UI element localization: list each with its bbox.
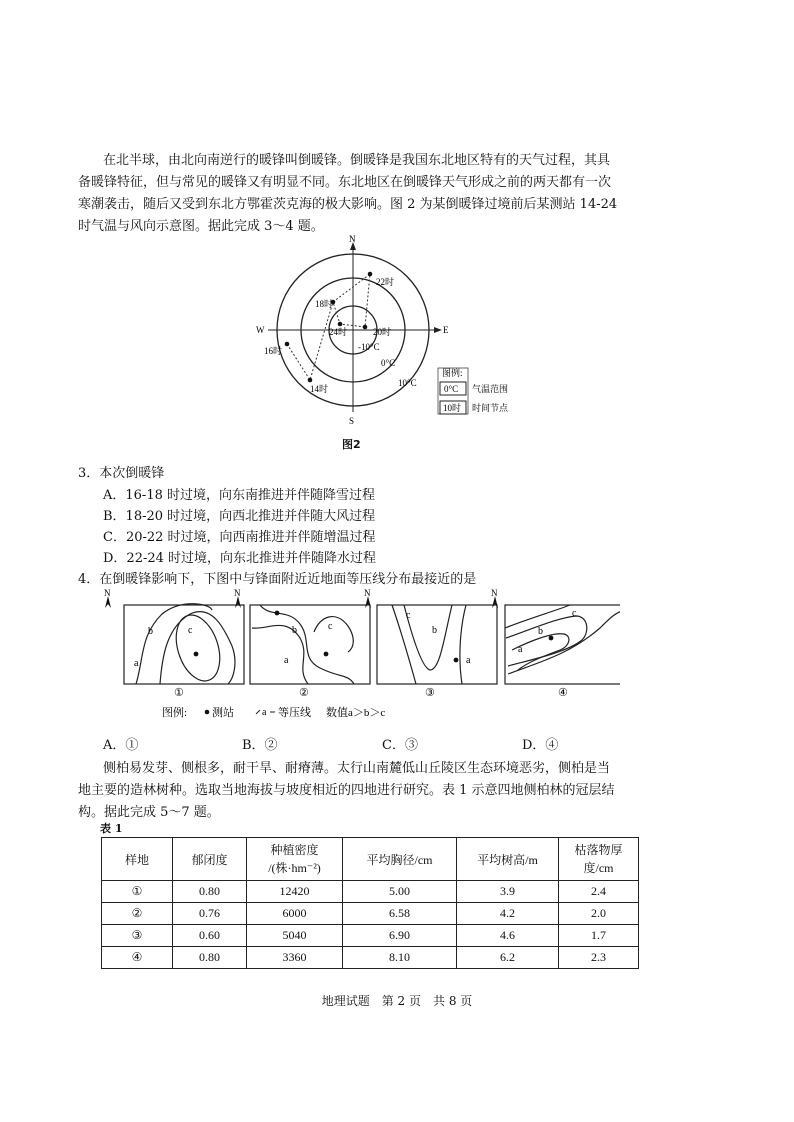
figure-2-wind-temperature-diagram	[240, 232, 540, 432]
dir-w: W	[256, 325, 265, 335]
table-cell: 2.0	[559, 903, 639, 925]
q4-option-d: D．④	[522, 738, 559, 753]
table-header-row	[102, 838, 639, 881]
label-16: 16时	[264, 346, 283, 356]
legend-box1: 0°C	[444, 384, 459, 394]
panel-1-number: ①	[174, 687, 184, 699]
header-cell: 种植密度 /(株·hm⁻²)	[247, 838, 343, 881]
panel-3-c: c	[406, 610, 411, 621]
label-minus10: -10°C	[358, 342, 380, 352]
table-cell: 5040	[247, 925, 343, 947]
q3-option-a: A．16-18 时过境，向东南推进并伴随降雪过程	[103, 488, 375, 503]
table-cell: 0.60	[173, 925, 247, 947]
header-cell: 平均胸径/cm	[343, 838, 457, 881]
table-cell: ④	[102, 947, 173, 969]
dir-e: E	[443, 325, 449, 335]
q3-option-c: C．20-22 时过境，向西南推进并伴随增温过程	[103, 530, 376, 545]
table-cell: 1.7	[559, 925, 639, 947]
table-cell: 8.10	[343, 947, 457, 969]
panel-2-north: N	[234, 588, 241, 598]
label-24: 24时	[329, 327, 348, 337]
panel-4-b: b	[538, 626, 543, 637]
table-row	[102, 903, 639, 925]
q4-legend-isobar: 等压线	[278, 707, 311, 718]
table-cell: 2.3	[559, 947, 639, 969]
panel-3-north: N	[364, 588, 371, 598]
panel-2	[234, 588, 370, 699]
q4-option-c: C．③	[382, 738, 418, 753]
panel-4-c: c	[572, 608, 577, 619]
table-row	[102, 925, 639, 947]
legend-title: 图例:	[442, 368, 463, 378]
point-24	[338, 322, 343, 327]
table-cell: 2.4	[559, 881, 639, 903]
intro-line-4: 时气温与风向示意图。据此完成 3～4 题。	[78, 219, 324, 234]
panel-2-b: b	[292, 625, 297, 636]
label-zero: 0°C	[381, 358, 396, 368]
table-cell: 12420	[247, 881, 343, 903]
east-arrow	[434, 327, 442, 333]
panel-2-number: ②	[299, 687, 309, 699]
table-cell: 0.80	[173, 881, 247, 903]
table-cell: 0.76	[173, 903, 247, 925]
panel-1-c: c	[188, 625, 193, 636]
table-cell: 4.6	[457, 925, 559, 947]
panel-4	[491, 588, 620, 699]
panel-1-a: a	[134, 658, 139, 669]
q3-option-b: B．18-20 时过境，向西北推进并伴随大风过程	[103, 509, 376, 524]
q4-legend-prefix: 图例:	[162, 707, 188, 718]
table-row	[102, 881, 639, 903]
panel-4-a: a	[518, 644, 523, 655]
table-cell: 6.90	[343, 925, 457, 947]
passage2-line-2: 地主要的造林树种。选取当地海拔与坡度相近的四地进行研究。表 1 示意四地侧柏林的冠层结	[78, 783, 615, 798]
table-cell: 3360	[247, 947, 343, 969]
panel-1-north: N	[104, 588, 111, 598]
header-cell: 郁闭度	[173, 838, 247, 881]
table-cell: ③	[102, 925, 173, 947]
panel-3-a: a	[466, 655, 471, 666]
legend-box2: 10时	[443, 403, 462, 413]
figure-2-caption: 图2	[342, 438, 361, 451]
legend-label2: 时间节点	[472, 403, 509, 413]
dir-s: S	[349, 416, 355, 426]
intro-line-2: 备暖锋特征，但与常见的暖锋又有明显不同。东北地区在倒暖锋天气形成之前的两天都有一次	[78, 175, 612, 190]
panel-2-c: c	[328, 621, 333, 632]
table-cell: 3.9	[457, 881, 559, 903]
panel-2-a: a	[284, 655, 289, 666]
table-cell: 4.2	[457, 903, 559, 925]
table-1	[101, 837, 639, 969]
table-cell: ①	[102, 881, 173, 903]
page-footer: 地理试题 第 2 页 共 8 页	[321, 994, 473, 1008]
label-20: 20时	[373, 327, 392, 337]
table-cell: 0.80	[173, 947, 247, 969]
panel-4-number: ④	[558, 687, 568, 699]
table-cell: 6.58	[343, 903, 457, 925]
panel-1	[104, 588, 244, 699]
fig2-legend	[438, 367, 509, 414]
table-cell: 5.00	[343, 881, 457, 903]
passage2-line-1: 侧柏易发芽、侧根多，耐干旱、耐瘠薄。太行山南麓低山丘陵区生态环境恶劣，侧柏是当	[103, 761, 611, 776]
panel-3	[364, 588, 497, 699]
panel-3-number: ③	[425, 687, 435, 699]
q4-legend-station: 测站	[212, 707, 234, 718]
q4-option-b: B．②	[242, 738, 278, 753]
table-row	[102, 947, 639, 969]
q4-legend-values: 数值a＞b＞c	[326, 707, 386, 718]
q4-legend	[162, 705, 385, 718]
table1-title: 表 1	[100, 822, 123, 835]
q4-isobar-panels	[100, 588, 620, 718]
intro-line-3: 寒潮袭击，随后又受到东北方鄂霍茨克海的极大影响。图 2 为某倒暖锋过境前后某测站 14-24	[78, 197, 618, 212]
q4-legend-a: a	[262, 707, 267, 718]
point-22	[368, 272, 373, 277]
label-ten: 10°C	[398, 378, 417, 388]
q4-option-a: A．①	[103, 738, 139, 753]
point-14	[308, 378, 313, 383]
intro-line-1: 在北半球，由北向南逆行的暖锋叫倒暖锋。倒暖锋是我国东北地区特有的天气过程，其具	[103, 153, 611, 168]
table-cell: ②	[102, 903, 173, 925]
header-cell: 枯落物厚 度/cm	[559, 838, 639, 881]
label-22: 22时	[376, 277, 395, 287]
passage2-line-3: 构。据此完成 5～7 题。	[78, 805, 220, 820]
q3-stem: 3．本次倒暖锋	[78, 466, 165, 481]
label-14: 14时	[310, 384, 329, 394]
header-cell: 平均树高/m	[457, 838, 559, 881]
panel-1-b: b	[148, 626, 153, 637]
panel-3-b: b	[432, 625, 437, 636]
q4-stem: 4．在倒暖锋影响下，下图中与锋面附近近地面等压线分布最接近的是	[78, 572, 477, 587]
table-cell: 6000	[247, 903, 343, 925]
point-20	[363, 325, 368, 330]
q3-option-d: D．22-24 时过境，向东北推进并伴随降水过程	[103, 551, 377, 566]
table-cell: 6.2	[457, 947, 559, 969]
point-16	[285, 342, 290, 347]
label-18: 18时	[315, 299, 334, 309]
panel-4-north: N	[491, 588, 498, 598]
legend-label1: 气温范围	[472, 384, 509, 394]
dir-n: N	[349, 234, 356, 244]
header-cell: 样地	[102, 838, 173, 881]
